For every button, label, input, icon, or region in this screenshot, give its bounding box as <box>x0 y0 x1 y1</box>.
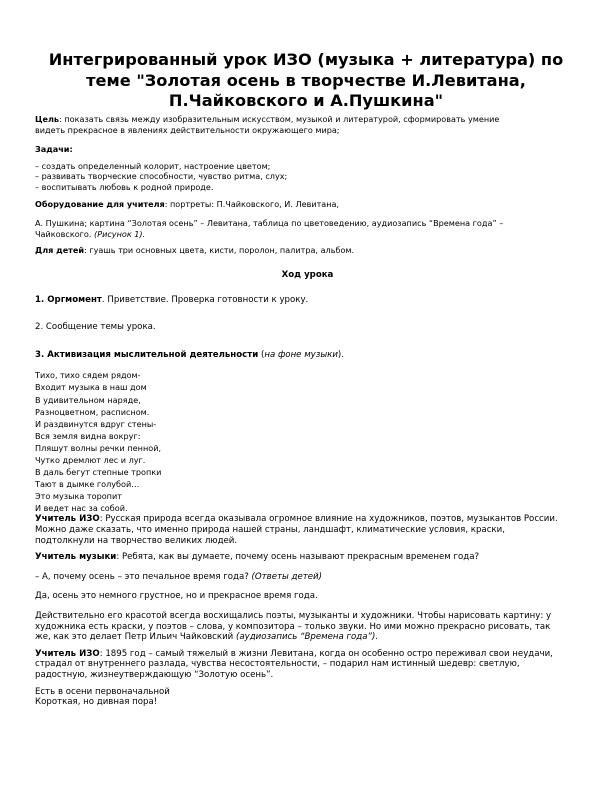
goal-paragraph <box>35 114 580 135</box>
step-3-label: 3. Активизация мыслительной деятельности <box>35 349 259 360</box>
teacher-art2-text-2: страдал от внутреннего разлада, чувства несостоятельности, – подарил нам истинный шедевр: светлую, <box>35 659 520 670</box>
title-line-3: П.Чайковского и А.Пушкина" <box>168 91 444 110</box>
poem-line: Есть в осени первоначальной <box>35 686 170 697</box>
step-1-text: . Приветствие. Проверка готовности к уроку. <box>101 294 309 305</box>
children-paragraph <box>35 245 580 256</box>
poem-line: В даль бегут степные тропки <box>35 467 162 478</box>
teacher-art-label: Учитель ИЗО <box>35 514 100 525</box>
answer-line: Да, осень это немного грустное, но и прекрасное время года. <box>35 591 318 602</box>
step-1-label: 1. Оргмомент <box>35 294 102 305</box>
audio-note: (аудиозапись “Времена года”). <box>236 632 379 643</box>
children-text: : гуашь три основных цвета, кисти, поролон, палитра, альбом. <box>84 245 355 256</box>
step-3 <box>35 350 580 361</box>
children-answers-note: (Ответы детей) <box>251 571 322 582</box>
poem-line: В удивительном наряде, <box>35 394 141 405</box>
poem-line: Пляшут волны речки пенной, <box>35 442 162 453</box>
step-2: 2. Сообщение темы урока. <box>35 322 156 333</box>
poem-line: Тихо, тихо сядем рядом- <box>35 370 141 381</box>
question-text: – А, почему осень – это печальное время года? <box>35 571 252 582</box>
children-label: Для детей <box>35 245 85 256</box>
poem-line: Вся земля видна вокруг: <box>35 430 141 441</box>
beauty-paragraph <box>35 611 580 643</box>
tasks-heading: Задачи: <box>35 144 73 155</box>
goal-label: Цель <box>35 114 60 124</box>
title-line-2: теме "Золотая осень в творчестве И.Левитана, <box>86 70 526 90</box>
teacher-art-text-3: подтолкнули на творчество великих людей. <box>35 535 238 546</box>
poem-autumn <box>35 687 580 708</box>
teacher-art-text-1: : Русская природа всегда оказывала огромное влияние на художников, поэтов, музыкантов России. <box>99 514 558 525</box>
teacher-art-paragraph-1 <box>35 514 580 546</box>
teacher-art-paragraph-2 <box>35 649 580 681</box>
equipment-text-3: Чайковского. <box>35 228 95 239</box>
step-3-note: на фоне музыки <box>264 349 338 360</box>
teacher-art-text-2: Можно даже сказать, что именно природа нашей страны, ландшафт, климатические условия, краски, <box>35 525 505 536</box>
document-title <box>30 50 582 112</box>
step-1 <box>35 295 580 306</box>
equipment-paragraph <box>35 199 580 240</box>
task-item: – создать определенный колорит, настроение цветом; <box>35 160 271 171</box>
step-3-close-paren: ). <box>337 349 344 360</box>
beauty-text-3: же, как это делает Петр Ильич Чайковский <box>35 632 236 643</box>
document-body <box>35 114 580 708</box>
step-3-open-paren: ( <box>258 349 265 360</box>
beauty-text-2: художника есть краски, у поэтов – слова, у композитора – только звуки. Но ими можно прекрасно рисовать, так <box>35 621 551 632</box>
task-item: – воспитывать любовь к родной природе. <box>35 181 214 192</box>
poem-line: Разноцветном, расписном. <box>35 406 150 417</box>
teacher-music-text: : Ребята, как вы думаете, почему осень называют прекрасным временем года? <box>116 552 480 563</box>
goal-text-2: видеть прекрасное в явлениях действительности окружающего мира; <box>35 124 340 135</box>
equipment-text-1: : портреты: П.Чайковского, И. Левитана, <box>164 198 340 209</box>
poem-line: Входит музыка в наш дом <box>35 382 147 393</box>
teacher-music-label: Учитель музыки <box>35 552 117 563</box>
teacher-art-label: Учитель ИЗО <box>35 648 100 659</box>
equipment-label: Оборудование для учителя <box>35 198 165 209</box>
poem-line: И ведет нас за собой. <box>35 503 128 514</box>
poem-music <box>35 369 580 514</box>
beauty-text-1: Действительно его красотой всегда восхищались поэты, музыканты и художники. Чтобы нарисовать картину: у <box>35 611 552 621</box>
poem-line: И раздвинутся вдруг стены- <box>35 418 157 429</box>
teacher-art2-text-1: : 1895 год – самый тяжелый в жизни Левитана, когда он особенно остро переживал свои неудачи, <box>99 648 553 659</box>
equipment-text-2: А. Пушкина; картина “Золотая осень” – Левитана, таблица по цветоведению, аудиозапись “Времена года” – <box>35 218 504 229</box>
question-line <box>35 572 580 583</box>
poem-line: Тают в дымке голубой… <box>35 479 140 490</box>
goal-text-1: : показать связь между изобразительным искусством, музыкой и литературой, сформировать умение <box>59 114 500 124</box>
figure-reference: (Рисунок 1). <box>94 228 146 239</box>
poem-line: Короткая, но дивная пора! <box>35 697 158 708</box>
poem-line: Это музыка торопит <box>35 491 122 502</box>
tasks-section <box>35 144 580 192</box>
teacher-music-paragraph <box>35 552 580 563</box>
lesson-heading: Ход урока <box>281 269 334 280</box>
teacher-art2-text-3: радостную, жизнеутверждающую “Золотую осень”. <box>35 669 274 680</box>
task-item: – развивать творческие способности, чувство ритма, слух; <box>35 171 288 182</box>
title-line-1: Интегрированный урок ИЗО (музыка + литература) по <box>48 50 564 69</box>
poem-line: Чутко дремлют лес и луг. <box>35 454 146 465</box>
